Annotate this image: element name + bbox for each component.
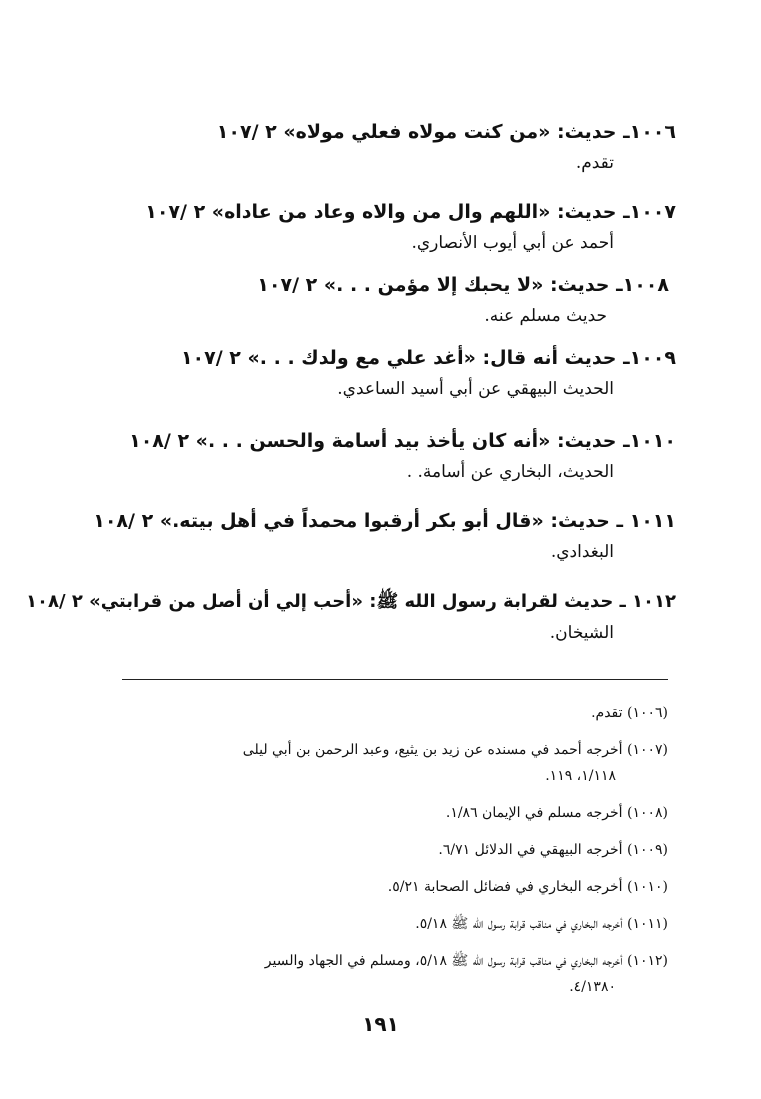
hadith-entry-1010	[76, 427, 676, 485]
hadith-entry-1006	[76, 118, 676, 176]
footnote-1012	[108, 948, 668, 1000]
hadith-entry-1008	[69, 271, 669, 329]
page-number: ١٩١	[362, 1012, 399, 1036]
entry-source: الحديث، البخاري عن أسامة. .	[406, 462, 614, 482]
footnote-1008	[108, 800, 668, 826]
footnote-text: (١٠٠٦) تقدم.	[591, 705, 668, 721]
entry-source: البغدادي.	[550, 542, 614, 562]
hadith-entry-1007	[76, 198, 676, 256]
entry-source: الحديث البيهقي عن أبي أسيد الساعدي.	[337, 379, 614, 399]
entry-heading: ١٠٠٧ـ حديث: «اللهم وال من والاه وعاد من عاداه» ٢ /١٠٧	[145, 201, 676, 223]
footnote-1011	[108, 911, 668, 937]
footnote-1006	[108, 700, 668, 726]
entry-heading: ١٠١٢ ـ حديث لقرابة رسول الله ﷺ: «أحب إلي أن أصل من قرابتي» ٢ /١٠٨	[26, 591, 676, 612]
footnote-1007	[108, 737, 668, 789]
entry-source: تقدم.	[575, 153, 614, 173]
entry-heading: ١٠٠٩ـ حديث أنه قال: «أغد علي مع ولدك . . .» ٢ /١٠٧	[180, 347, 676, 369]
footnote-1010	[108, 874, 668, 900]
entry-source: حديث مسلم عنه.	[484, 306, 607, 326]
hadith-entry-1009	[76, 344, 676, 402]
entry-heading: ١٠٠٨ـ حديث: «لا يحبك إلا مؤمن . . .» ٢ /١٠٧	[257, 274, 669, 296]
entry-heading: ١٠١٠ـ حديث: «أنه كان يأخذ بيد أسامة والحسن . . .» ٢ /١٠٨	[129, 430, 676, 452]
hadith-entry-1011	[76, 507, 676, 565]
footnote-1009	[108, 837, 668, 863]
entry-source: الشيخان.	[549, 623, 614, 643]
footnote-text: (١٠٠٨) أخرجه مسلم في الإيمان ١/٨٦.	[445, 805, 668, 821]
footnote-text: (١٠٠٧) أخرجه أحمد في مسنده عن زيد بن يثيع، وعبد الرحمن بن أبي ليلى	[242, 742, 668, 758]
footnote-text: (١٠٠٩) أخرجه البيهقي في الدلائل ٦/٧١.	[438, 842, 668, 858]
footnote-continuation: ١/١١٨، ١١٩.	[545, 768, 616, 784]
hadith-entry-1012	[26, 588, 676, 646]
footnote-text: (١٠١٠) أخرجه البخاري في فضائل الصحابة ٥/٢١.	[387, 879, 668, 895]
footnote-continuation: ٤/١٣٨٠.	[569, 979, 616, 995]
footnote-text: (١٠١١) أخرجه البخاري في مناقب قرابة رسول الله ﷺ ٥/١٨.	[415, 916, 668, 932]
footnote-text: (١٠١٢) أخرجه البخاري في مناقب قرابة رسول الله ﷺ ٥/١٨، ومسلم في الجهاد والسير	[264, 953, 668, 969]
footnotes	[108, 700, 668, 1011]
entry-heading: ١٠١١ ـ حديث: «قال أبو بكر أرقبوا محمداً في أهل بيته.» ٢ /١٠٨	[93, 510, 676, 532]
entry-heading: ١٠٠٦ـ حديث: «من كنت مولاه فعلي مولاه» ٢ /١٠٧	[216, 121, 676, 143]
entry-source: أحمد عن أبي أيوب الأنصاري.	[411, 233, 614, 253]
footnote-divider	[122, 679, 668, 680]
